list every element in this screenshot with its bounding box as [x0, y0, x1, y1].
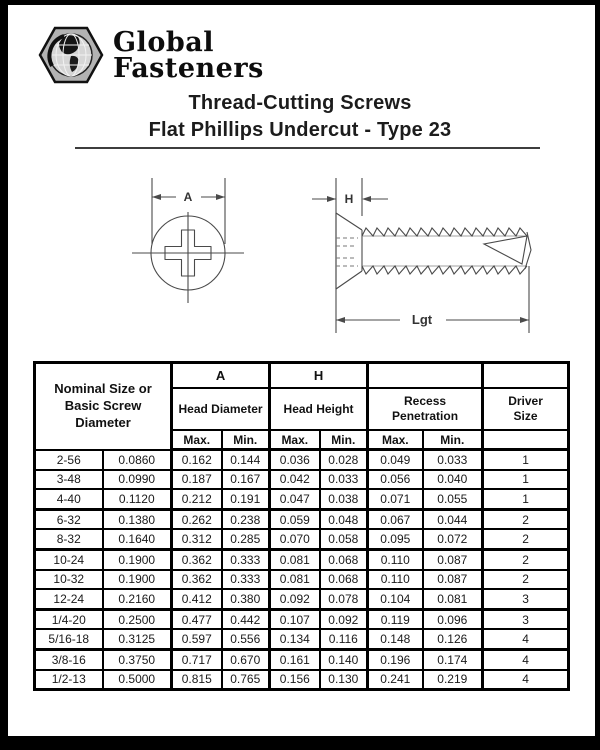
- cell-basic: 0.2160: [103, 589, 172, 609]
- cell-r_min: 0.055: [423, 489, 483, 509]
- cell-basic: 0.5000: [103, 670, 172, 690]
- cell-h_max: 0.070: [270, 529, 320, 549]
- cell-a_max: 0.162: [172, 450, 222, 470]
- cell-h_max: 0.047: [270, 489, 320, 509]
- cell-h_min: 0.116: [320, 629, 368, 649]
- cell-h_max: 0.092: [270, 589, 320, 609]
- cell-driver: 4: [483, 649, 569, 669]
- cell-a_max: 0.212: [172, 489, 222, 509]
- cell-r_max: 0.110: [368, 549, 423, 569]
- cell-basic: 0.0990: [103, 470, 172, 490]
- cell-r_min: 0.033: [423, 450, 483, 470]
- cell-r_min: 0.072: [423, 529, 483, 549]
- cell-r_max: 0.119: [368, 609, 423, 629]
- cell-size: 4-40: [35, 489, 103, 509]
- cell-driver: 4: [483, 670, 569, 690]
- cell-driver: 3: [483, 589, 569, 609]
- arrow-left-icon: [362, 196, 371, 202]
- cell-a_max: 0.362: [172, 549, 222, 569]
- header-head-height: Head Height: [270, 388, 368, 430]
- cell-h_max: 0.156: [270, 670, 320, 690]
- cell-size: 6-32: [35, 509, 103, 529]
- cell-driver: 2: [483, 549, 569, 569]
- cell-driver: 1: [483, 470, 569, 490]
- cell-basic: 0.1900: [103, 549, 172, 569]
- header-driver-bottom-spacer: [483, 430, 569, 450]
- table-row: [35, 450, 569, 470]
- cell-a_max: 0.187: [172, 470, 222, 490]
- cell-basic: 0.3125: [103, 629, 172, 649]
- cell-size: 1/4-20: [35, 609, 103, 629]
- header-recess-max: Max.: [368, 430, 423, 450]
- company-name-line2: Fasteners: [113, 52, 264, 84]
- cell-h_max: 0.134: [270, 629, 320, 649]
- cell-h_min: 0.058: [320, 529, 368, 549]
- cell-r_min: 0.174: [423, 649, 483, 669]
- cell-r_max: 0.104: [368, 589, 423, 609]
- cell-basic: 0.1640: [103, 529, 172, 549]
- cell-size: 8-32: [35, 529, 103, 549]
- table-row: [35, 549, 569, 569]
- table-row: [35, 489, 569, 509]
- cell-size: 2-56: [35, 450, 103, 470]
- cell-a_max: 0.412: [172, 589, 222, 609]
- cell-h_max: 0.081: [270, 549, 320, 569]
- dim-label-h: H: [344, 192, 354, 206]
- header-driver-size: Driver Size: [483, 388, 569, 430]
- cell-size: 1/2-13: [35, 670, 103, 690]
- cell-driver: 1: [483, 450, 569, 470]
- cell-basic: 0.1380: [103, 509, 172, 529]
- cell-r_min: 0.081: [423, 589, 483, 609]
- cell-a_max: 0.717: [172, 649, 222, 669]
- cell-h_min: 0.140: [320, 649, 368, 669]
- cell-r_min: 0.219: [423, 670, 483, 690]
- cell-a_min: 0.144: [222, 450, 270, 470]
- cell-h_min: 0.028: [320, 450, 368, 470]
- title-divider: [75, 147, 540, 149]
- cell-driver: 2: [483, 529, 569, 549]
- cell-a_max: 0.815: [172, 670, 222, 690]
- cell-a_min: 0.191: [222, 489, 270, 509]
- cell-driver: 1: [483, 489, 569, 509]
- cell-r_max: 0.148: [368, 629, 423, 649]
- side-view-diagram: [300, 170, 540, 338]
- header-recess-penetration: Recess Penetration: [368, 388, 483, 430]
- cell-a_min: 0.285: [222, 529, 270, 549]
- cell-r_min: 0.126: [423, 629, 483, 649]
- cell-size: 10-32: [35, 570, 103, 590]
- cell-a_min: 0.333: [222, 570, 270, 590]
- table-row: [35, 509, 569, 529]
- dim-label-lgt: Lgt: [411, 312, 433, 327]
- cell-r_max: 0.071: [368, 489, 423, 509]
- globe-hexagon-icon: [38, 24, 104, 87]
- cell-basic: 0.3750: [103, 649, 172, 669]
- cell-a_min: 0.670: [222, 649, 270, 669]
- company-name-line1: Global: [113, 26, 214, 58]
- cell-driver: 2: [483, 509, 569, 529]
- arrow-left-icon: [336, 317, 345, 323]
- cell-h_min: 0.092: [320, 609, 368, 629]
- cell-size: 12-24: [35, 589, 103, 609]
- page-title: Thread-Cutting Screws: [188, 92, 412, 114]
- spec-table-body: [35, 450, 569, 690]
- cell-r_max: 0.196: [368, 649, 423, 669]
- table-row: [35, 470, 569, 490]
- table-row: [35, 589, 569, 609]
- cell-r_min: 0.087: [423, 570, 483, 590]
- cell-size: 3-48: [35, 470, 103, 490]
- cell-r_max: 0.067: [368, 509, 423, 529]
- table-row: [35, 570, 569, 590]
- cell-driver: 4: [483, 629, 569, 649]
- cell-h_min: 0.038: [320, 489, 368, 509]
- cell-basic: 0.0860: [103, 450, 172, 470]
- table-row: [35, 629, 569, 649]
- cell-a_min: 0.765: [222, 670, 270, 690]
- table-row: [35, 609, 569, 629]
- arrow-right-icon: [216, 194, 225, 200]
- cell-size: 3/8-16: [35, 649, 103, 669]
- cell-r_min: 0.044: [423, 509, 483, 529]
- cell-h_max: 0.059: [270, 509, 320, 529]
- top-view-diagram: [115, 170, 265, 306]
- dim-label-a: A: [183, 190, 193, 204]
- cell-a_min: 0.442: [222, 609, 270, 629]
- cell-h_max: 0.081: [270, 570, 320, 590]
- page-subtitle: Flat Phillips Undercut - Type 23: [148, 119, 452, 141]
- cell-basic: 0.2500: [103, 609, 172, 629]
- company-logo: [38, 24, 264, 87]
- header-a-min: Min.: [222, 430, 270, 450]
- cell-h_max: 0.036: [270, 450, 320, 470]
- cell-r_min: 0.096: [423, 609, 483, 629]
- cell-r_max: 0.056: [368, 470, 423, 490]
- cell-a_max: 0.262: [172, 509, 222, 529]
- cell-a_min: 0.380: [222, 589, 270, 609]
- cell-h_min: 0.068: [320, 570, 368, 590]
- cell-r_max: 0.049: [368, 450, 423, 470]
- cell-driver: 2: [483, 570, 569, 590]
- table-row: [35, 649, 569, 669]
- cell-basic: 0.1900: [103, 570, 172, 590]
- header-recess-min: Min.: [423, 430, 483, 450]
- cell-size: 5/16-18: [35, 629, 103, 649]
- cell-h_max: 0.161: [270, 649, 320, 669]
- cell-driver: 3: [483, 609, 569, 629]
- arrow-right-icon: [520, 317, 529, 323]
- title-block: [0, 90, 600, 144]
- cell-h_max: 0.107: [270, 609, 320, 629]
- company-name: [113, 26, 264, 84]
- cell-size: 10-24: [35, 549, 103, 569]
- table-row: [35, 529, 569, 549]
- spec-table: [33, 361, 570, 691]
- cell-h_min: 0.068: [320, 549, 368, 569]
- cell-h_min: 0.130: [320, 670, 368, 690]
- header-head-diameter: Head Diameter: [172, 388, 270, 430]
- cell-h_min: 0.048: [320, 509, 368, 529]
- header-h-min: Min.: [320, 430, 368, 450]
- cell-r_min: 0.087: [423, 549, 483, 569]
- cell-a_max: 0.312: [172, 529, 222, 549]
- header-nominal-size: Nominal Size or Basic Screw Diameter: [35, 363, 172, 450]
- header-recess-top-spacer: [368, 363, 483, 389]
- cell-r_max: 0.241: [368, 670, 423, 690]
- cell-h_min: 0.078: [320, 589, 368, 609]
- arrow-right-icon: [327, 196, 336, 202]
- cell-a_min: 0.238: [222, 509, 270, 529]
- cell-a_min: 0.167: [222, 470, 270, 490]
- cell-a_max: 0.362: [172, 570, 222, 590]
- cell-a_min: 0.556: [222, 629, 270, 649]
- cell-r_max: 0.110: [368, 570, 423, 590]
- header-a-symbol: A: [172, 363, 270, 389]
- header-driver-top-spacer: [483, 363, 569, 389]
- cell-basic: 0.1120: [103, 489, 172, 509]
- cell-r_min: 0.040: [423, 470, 483, 490]
- cell-a_max: 0.477: [172, 609, 222, 629]
- cell-a_max: 0.597: [172, 629, 222, 649]
- arrow-left-icon: [152, 194, 161, 200]
- cell-r_max: 0.095: [368, 529, 423, 549]
- cell-h_min: 0.033: [320, 470, 368, 490]
- header-h-max: Max.: [270, 430, 320, 450]
- header-a-max: Max.: [172, 430, 222, 450]
- cell-a_min: 0.333: [222, 549, 270, 569]
- table-row: [35, 670, 569, 690]
- header-h-symbol: H: [270, 363, 368, 389]
- cell-h_max: 0.042: [270, 470, 320, 490]
